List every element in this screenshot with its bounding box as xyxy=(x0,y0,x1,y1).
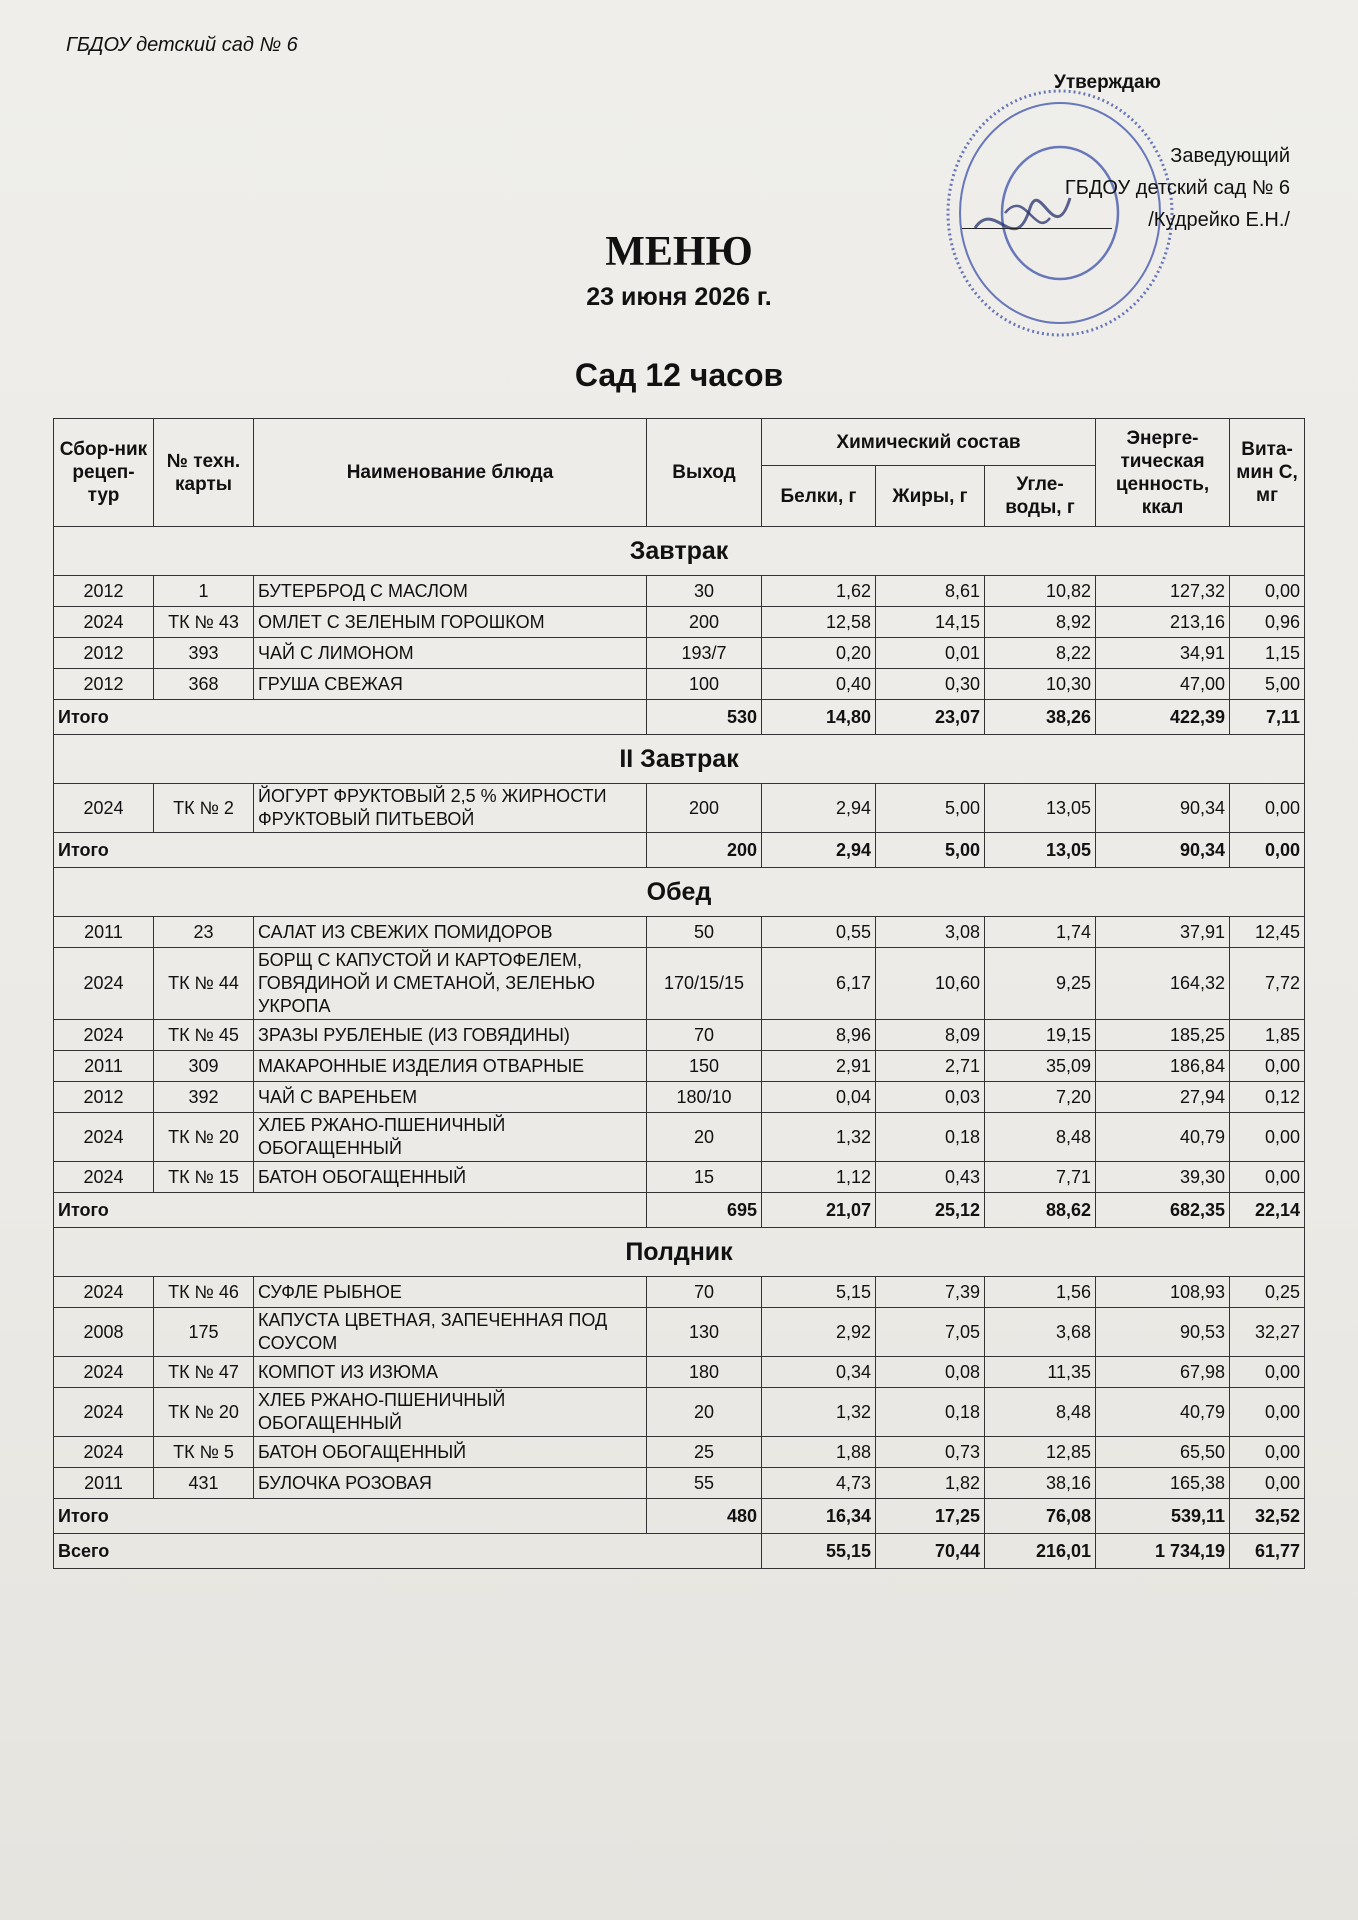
fat-cell: 1,82 xyxy=(876,1468,985,1499)
section-total-row xyxy=(54,833,1305,868)
tech-card-cell: ТК № 44 xyxy=(154,948,254,1020)
fat-cell: 3,08 xyxy=(876,917,985,948)
carbs-cell: 35,09 xyxy=(985,1051,1096,1082)
protein-cell: 1,88 xyxy=(762,1437,876,1468)
dish-name-cell: БУЛОЧКА РОЗОВАЯ xyxy=(254,1468,647,1499)
energy-cell: 186,84 xyxy=(1096,1051,1230,1082)
recipe-collection-cell: 2011 xyxy=(54,917,154,948)
recipe-collection-cell: 2008 xyxy=(54,1308,154,1357)
tech-card-cell: ТК № 20 xyxy=(154,1113,254,1162)
protein-cell: 4,73 xyxy=(762,1468,876,1499)
approver-institution: ГБДОУ детский сад № 6 xyxy=(1064,177,1290,199)
energy-cell: 164,32 xyxy=(1096,948,1230,1020)
tech-card-cell: 393 xyxy=(154,638,254,669)
tech-card-cell: 1 xyxy=(154,576,254,607)
dish-name-cell: ЧАЙ С ВАРЕНЬЕМ xyxy=(254,1082,647,1113)
total-fat-cell: 17,25 xyxy=(876,1499,985,1534)
energy-cell: 47,00 xyxy=(1096,669,1230,700)
vitc-cell: 7,72 xyxy=(1230,948,1305,1020)
energy-cell: 65,50 xyxy=(1096,1437,1230,1468)
total-energy-cell: 422,39 xyxy=(1096,700,1230,735)
section-title: Полдник xyxy=(54,1228,1305,1277)
table-row xyxy=(54,607,1305,638)
vitc-cell: 1,85 xyxy=(1230,1020,1305,1051)
carbs-cell: 10,30 xyxy=(985,669,1096,700)
grand-total-row xyxy=(54,1534,1305,1569)
protein-cell: 12,58 xyxy=(762,607,876,638)
yield-cell: 200 xyxy=(647,607,762,638)
carbs-cell: 13,05 xyxy=(985,784,1096,833)
tech-card-cell: ТК № 45 xyxy=(154,1020,254,1051)
recipe-collection-cell: 2012 xyxy=(54,1082,154,1113)
fat-cell: 0,30 xyxy=(876,669,985,700)
protein-cell: 1,62 xyxy=(762,576,876,607)
protein-cell: 0,40 xyxy=(762,669,876,700)
table-row xyxy=(54,1468,1305,1499)
grand-total-vitc-cell: 61,77 xyxy=(1230,1534,1305,1569)
protein-cell: 1,12 xyxy=(762,1162,876,1193)
tech-card-cell: ТК № 2 xyxy=(154,784,254,833)
menu-table xyxy=(53,418,1305,1569)
yield-cell: 180/10 xyxy=(647,1082,762,1113)
vitc-cell: 0,25 xyxy=(1230,1277,1305,1308)
section-title: Обед xyxy=(54,868,1305,917)
total-label: Итого xyxy=(54,700,647,735)
yield-cell: 55 xyxy=(647,1468,762,1499)
carbs-cell: 12,85 xyxy=(985,1437,1096,1468)
fat-cell: 0,03 xyxy=(876,1082,985,1113)
dish-name-cell: КОМПОТ ИЗ ИЗЮМА xyxy=(254,1357,647,1388)
total-carbs-cell: 38,26 xyxy=(985,700,1096,735)
vitc-cell: 0,00 xyxy=(1230,1388,1305,1437)
dish-name-cell: ЗРАЗЫ РУБЛЕНЫЕ (ИЗ ГОВЯДИНЫ) xyxy=(254,1020,647,1051)
section-total-row xyxy=(54,1499,1305,1534)
tech-card-cell: ТК № 5 xyxy=(154,1437,254,1468)
table-row xyxy=(54,784,1305,833)
table-row xyxy=(54,1051,1305,1082)
dish-name-cell: ОМЛЕТ С ЗЕЛЕНЫМ ГОРОШКОМ xyxy=(254,607,647,638)
fat-cell: 0,18 xyxy=(876,1388,985,1437)
menu-table-body xyxy=(54,527,1305,1569)
total-yield-cell: 200 xyxy=(647,833,762,868)
table-row xyxy=(54,948,1305,1020)
total-fat-cell: 5,00 xyxy=(876,833,985,868)
vitc-cell: 32,27 xyxy=(1230,1308,1305,1357)
tech-card-cell: 368 xyxy=(154,669,254,700)
carbs-cell: 7,71 xyxy=(985,1162,1096,1193)
total-yield-cell: 480 xyxy=(647,1499,762,1534)
recipe-collection-cell: 2011 xyxy=(54,1051,154,1082)
carbs-cell: 8,48 xyxy=(985,1388,1096,1437)
grand-total-fat-cell: 70,44 xyxy=(876,1534,985,1569)
total-carbs-cell: 88,62 xyxy=(985,1193,1096,1228)
vitc-cell: 0,00 xyxy=(1230,1468,1305,1499)
fat-cell: 2,71 xyxy=(876,1051,985,1082)
section-title: II Завтрак xyxy=(54,735,1305,784)
table-row xyxy=(54,917,1305,948)
table-row xyxy=(54,1308,1305,1357)
section-header-row xyxy=(54,527,1305,576)
approval-block xyxy=(1065,140,1290,236)
total-energy-cell: 539,11 xyxy=(1096,1499,1230,1534)
energy-cell: 67,98 xyxy=(1096,1357,1230,1388)
fat-cell: 0,73 xyxy=(876,1437,985,1468)
energy-cell: 90,53 xyxy=(1096,1308,1230,1357)
recipe-collection-cell: 2012 xyxy=(54,638,154,669)
fat-cell: 0,08 xyxy=(876,1357,985,1388)
dish-name-cell: МАКАРОННЫЕ ИЗДЕЛИЯ ОТВАРНЫЕ xyxy=(254,1051,647,1082)
fat-cell: 7,39 xyxy=(876,1277,985,1308)
vitc-cell: 12,45 xyxy=(1230,917,1305,948)
yield-cell: 20 xyxy=(647,1113,762,1162)
dish-name-cell: БАТОН ОБОГАЩЕННЫЙ xyxy=(254,1437,647,1468)
table-row xyxy=(54,1437,1305,1468)
fat-cell: 8,09 xyxy=(876,1020,985,1051)
dish-name-cell: ХЛЕБ РЖАНО-ПШЕНИЧНЫЙ ОБОГАЩЕННЫЙ xyxy=(254,1113,647,1162)
dish-name-cell: БОРЩ С КАПУСТОЙ И КАРТОФЕЛЕМ, ГОВЯДИНОЙ И СМЕТАНОЙ, ЗЕЛЕНЬЮ УКРОПА xyxy=(254,948,647,1020)
carbs-cell: 1,74 xyxy=(985,917,1096,948)
protein-cell: 0,34 xyxy=(762,1357,876,1388)
vitc-cell: 0,00 xyxy=(1230,1357,1305,1388)
energy-cell: 165,38 xyxy=(1096,1468,1230,1499)
dish-name-cell: ЧАЙ С ЛИМОНОМ xyxy=(254,638,647,669)
dish-name-cell: БАТОН ОБОГАЩЕННЫЙ xyxy=(254,1162,647,1193)
table-row xyxy=(54,1277,1305,1308)
total-fat-cell: 23,07 xyxy=(876,700,985,735)
energy-cell: 90,34 xyxy=(1096,784,1230,833)
total-vitc-cell: 32,52 xyxy=(1230,1499,1305,1534)
carbs-cell: 1,56 xyxy=(985,1277,1096,1308)
fat-cell: 8,61 xyxy=(876,576,985,607)
total-protein-cell: 14,80 xyxy=(762,700,876,735)
table-row xyxy=(54,638,1305,669)
carbs-cell: 8,22 xyxy=(985,638,1096,669)
vitc-cell: 0,00 xyxy=(1230,1051,1305,1082)
total-label: Итого xyxy=(54,1499,647,1534)
recipe-collection-cell: 2024 xyxy=(54,1357,154,1388)
protein-cell: 6,17 xyxy=(762,948,876,1020)
col-protein: Белки, г xyxy=(762,466,876,527)
yield-cell: 170/15/15 xyxy=(647,948,762,1020)
protein-cell: 2,94 xyxy=(762,784,876,833)
tech-card-cell: ТК № 46 xyxy=(154,1277,254,1308)
fat-cell: 0,43 xyxy=(876,1162,985,1193)
recipe-collection-cell: 2024 xyxy=(54,948,154,1020)
yield-cell: 70 xyxy=(647,1020,762,1051)
col-collection: Сбор-ник рецеп-тур xyxy=(54,419,154,527)
approver-position: Заведующий xyxy=(1170,145,1290,167)
total-fat-cell: 25,12 xyxy=(876,1193,985,1228)
recipe-collection-cell: 2024 xyxy=(54,1162,154,1193)
total-energy-cell: 90,34 xyxy=(1096,833,1230,868)
yield-cell: 70 xyxy=(647,1277,762,1308)
vitc-cell: 0,00 xyxy=(1230,576,1305,607)
protein-cell: 1,32 xyxy=(762,1113,876,1162)
col-energy: Энерге-тическая ценность, ккал xyxy=(1096,419,1230,527)
tech-card-cell: 23 xyxy=(154,917,254,948)
total-vitc-cell: 7,11 xyxy=(1230,700,1305,735)
total-protein-cell: 21,07 xyxy=(762,1193,876,1228)
energy-cell: 34,91 xyxy=(1096,638,1230,669)
total-yield-cell: 695 xyxy=(647,1193,762,1228)
recipe-collection-cell: 2024 xyxy=(54,1437,154,1468)
recipe-collection-cell: 2011 xyxy=(54,1468,154,1499)
energy-cell: 40,79 xyxy=(1096,1388,1230,1437)
vitc-cell: 5,00 xyxy=(1230,669,1305,700)
total-energy-cell: 682,35 xyxy=(1096,1193,1230,1228)
vitc-cell: 0,12 xyxy=(1230,1082,1305,1113)
tech-card-cell: ТК № 43 xyxy=(154,607,254,638)
vitc-cell: 0,00 xyxy=(1230,1162,1305,1193)
yield-cell: 200 xyxy=(647,784,762,833)
total-label: Итого xyxy=(54,833,647,868)
tech-card-cell: 431 xyxy=(154,1468,254,1499)
recipe-collection-cell: 2024 xyxy=(54,607,154,638)
col-fat: Жиры, г xyxy=(876,466,985,527)
col-dish: Наименование блюда xyxy=(254,419,647,527)
yield-cell: 180 xyxy=(647,1357,762,1388)
energy-cell: 213,16 xyxy=(1096,607,1230,638)
col-card-no: № техн. карты xyxy=(154,419,254,527)
protein-cell: 0,55 xyxy=(762,917,876,948)
vitc-cell: 1,15 xyxy=(1230,638,1305,669)
approve-label: Утверждаю xyxy=(1054,72,1161,93)
yield-cell: 130 xyxy=(647,1308,762,1357)
protein-cell: 8,96 xyxy=(762,1020,876,1051)
dish-name-cell: СУФЛЕ РЫБНОЕ xyxy=(254,1277,647,1308)
section-header-row xyxy=(54,1228,1305,1277)
vitc-cell: 0,00 xyxy=(1230,1437,1305,1468)
energy-cell: 127,32 xyxy=(1096,576,1230,607)
protein-cell: 2,91 xyxy=(762,1051,876,1082)
carbs-cell: 9,25 xyxy=(985,948,1096,1020)
protein-cell: 0,04 xyxy=(762,1082,876,1113)
carbs-cell: 10,82 xyxy=(985,576,1096,607)
table-row xyxy=(54,1020,1305,1051)
dish-name-cell: ГРУША СВЕЖАЯ xyxy=(254,669,647,700)
recipe-collection-cell: 2012 xyxy=(54,576,154,607)
dish-name-cell: КАПУСТА ЦВЕТНАЯ, ЗАПЕЧЕННАЯ ПОД СОУСОМ xyxy=(254,1308,647,1357)
total-carbs-cell: 13,05 xyxy=(985,833,1096,868)
dish-name-cell: ХЛЕБ РЖАНО-ПШЕНИЧНЫЙ ОБОГАЩЕННЫЙ xyxy=(254,1388,647,1437)
grand-total-carbs-cell: 216,01 xyxy=(985,1534,1096,1569)
grand-total-label: Всего xyxy=(54,1534,762,1569)
recipe-collection-cell: 2024 xyxy=(54,1020,154,1051)
recipe-collection-cell: 2012 xyxy=(54,669,154,700)
recipe-collection-cell: 2024 xyxy=(54,1113,154,1162)
total-carbs-cell: 76,08 xyxy=(985,1499,1096,1534)
total-protein-cell: 2,94 xyxy=(762,833,876,868)
vitc-cell: 0,00 xyxy=(1230,1113,1305,1162)
table-row xyxy=(54,1357,1305,1388)
energy-cell: 27,94 xyxy=(1096,1082,1230,1113)
col-chem: Химический состав xyxy=(762,419,1096,466)
carbs-cell: 38,16 xyxy=(985,1468,1096,1499)
grand-total-protein-cell: 55,15 xyxy=(762,1534,876,1569)
recipe-collection-cell: 2024 xyxy=(54,1277,154,1308)
carbs-cell: 11,35 xyxy=(985,1357,1096,1388)
section-total-row xyxy=(54,700,1305,735)
table-row xyxy=(54,1162,1305,1193)
carbs-cell: 19,15 xyxy=(985,1020,1096,1051)
tech-card-cell: 175 xyxy=(154,1308,254,1357)
tech-card-cell: ТК № 15 xyxy=(154,1162,254,1193)
section-header-row xyxy=(54,868,1305,917)
vitc-cell: 0,96 xyxy=(1230,607,1305,638)
carbs-cell: 3,68 xyxy=(985,1308,1096,1357)
dish-name-cell: БУТЕРБРОД С МАСЛОМ xyxy=(254,576,647,607)
tech-card-cell: ТК № 20 xyxy=(154,1388,254,1437)
tech-card-cell: ТК № 47 xyxy=(154,1357,254,1388)
yield-cell: 193/7 xyxy=(647,638,762,669)
carbs-cell: 8,92 xyxy=(985,607,1096,638)
table-row xyxy=(54,576,1305,607)
tech-card-cell: 309 xyxy=(154,1051,254,1082)
table-row xyxy=(54,1113,1305,1162)
protein-cell: 1,32 xyxy=(762,1388,876,1437)
approver-name: /Кудрейко Е.Н./ xyxy=(1148,209,1290,231)
table-row xyxy=(54,1082,1305,1113)
energy-cell: 37,91 xyxy=(1096,917,1230,948)
organization-name: ГБДОУ детский сад № 6 xyxy=(66,34,298,56)
yield-cell: 15 xyxy=(647,1162,762,1193)
dish-name-cell: ЙОГУРТ ФРУКТОВЫЙ 2,5 % ЖИРНОСТИ ФРУКТОВЫЙ ПИТЬЕВОЙ xyxy=(254,784,647,833)
fat-cell: 0,18 xyxy=(876,1113,985,1162)
menu-date: 23 июня 2026 г. xyxy=(586,283,772,311)
protein-cell: 5,15 xyxy=(762,1277,876,1308)
protein-cell: 0,20 xyxy=(762,638,876,669)
grand-total-energy-cell: 1 734,19 xyxy=(1096,1534,1230,1569)
yield-cell: 100 xyxy=(647,669,762,700)
yield-cell: 50 xyxy=(647,917,762,948)
total-vitc-cell: 22,14 xyxy=(1230,1193,1305,1228)
energy-cell: 185,25 xyxy=(1096,1020,1230,1051)
dish-name-cell: САЛАТ ИЗ СВЕЖИХ ПОМИДОРОВ xyxy=(254,917,647,948)
carbs-cell: 8,48 xyxy=(985,1113,1096,1162)
total-label: Итого xyxy=(54,1193,647,1228)
section-total-row xyxy=(54,1193,1305,1228)
energy-cell: 40,79 xyxy=(1096,1113,1230,1162)
fat-cell: 7,05 xyxy=(876,1308,985,1357)
total-protein-cell: 16,34 xyxy=(762,1499,876,1534)
carbs-cell: 7,20 xyxy=(985,1082,1096,1113)
energy-cell: 39,30 xyxy=(1096,1162,1230,1193)
page-title: МЕНЮ xyxy=(605,229,753,275)
col-yield: Выход xyxy=(647,419,762,527)
vitc-cell: 0,00 xyxy=(1230,784,1305,833)
fat-cell: 5,00 xyxy=(876,784,985,833)
yield-cell: 20 xyxy=(647,1388,762,1437)
col-vitc: Вита-мин С, мг xyxy=(1230,419,1305,527)
energy-cell: 108,93 xyxy=(1096,1277,1230,1308)
yield-cell: 25 xyxy=(647,1437,762,1468)
recipe-collection-cell: 2024 xyxy=(54,1388,154,1437)
recipe-collection-cell: 2024 xyxy=(54,784,154,833)
fat-cell: 0,01 xyxy=(876,638,985,669)
total-yield-cell: 530 xyxy=(647,700,762,735)
total-vitc-cell: 0,00 xyxy=(1230,833,1305,868)
yield-cell: 30 xyxy=(647,576,762,607)
section-header-row xyxy=(54,735,1305,784)
protein-cell: 2,92 xyxy=(762,1308,876,1357)
fat-cell: 10,60 xyxy=(876,948,985,1020)
col-carbs: Угле-воды, г xyxy=(985,466,1096,527)
fat-cell: 14,15 xyxy=(876,607,985,638)
yield-cell: 150 xyxy=(647,1051,762,1082)
tech-card-cell: 392 xyxy=(154,1082,254,1113)
table-row xyxy=(54,1388,1305,1437)
table-row xyxy=(54,669,1305,700)
menu-subtitle: Сад 12 часов xyxy=(574,357,784,393)
section-title: Завтрак xyxy=(54,527,1305,576)
